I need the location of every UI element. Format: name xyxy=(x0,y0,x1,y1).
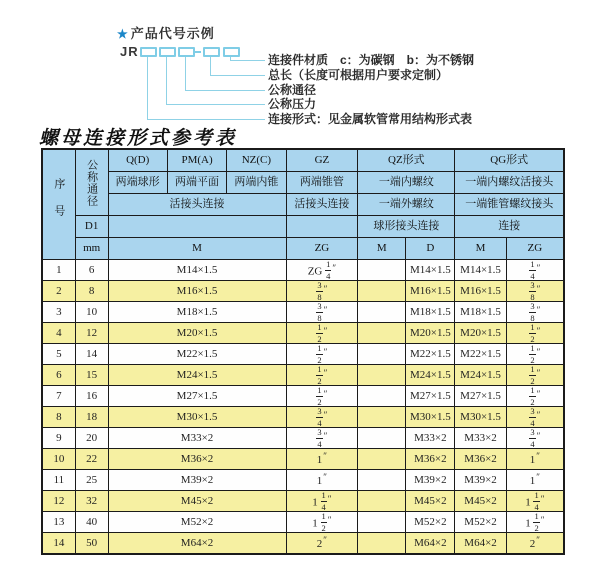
table-row xyxy=(43,470,564,491)
cell-qg-m: M36×2 xyxy=(455,449,506,470)
header-pm: PM(A) xyxy=(167,150,226,172)
table-row xyxy=(43,302,564,323)
cell-qg-zg: 1 $\frac{1}{4}$ ″ xyxy=(506,491,563,512)
table-row xyxy=(43,365,564,386)
cell-qz-d: M30×1.5 xyxy=(406,407,455,428)
cell-qz-m xyxy=(358,512,406,533)
cell-qz-d: M22×1.5 xyxy=(406,344,455,365)
header-nz-desc: 两端内锥 xyxy=(227,172,286,194)
cell-zg: ZG $\frac{1}{4}$ ″ xyxy=(286,260,358,281)
cell-qg-zg: $\frac{1}{2}$ ″ xyxy=(506,344,563,365)
cell-qg-zg: $\frac{1}{2}$ ″ xyxy=(506,365,563,386)
cell-qg-zg: $\frac{3}{8}$ ″ xyxy=(506,281,563,302)
table-row xyxy=(43,428,564,449)
cell-dn: 18 xyxy=(75,407,108,428)
header-pm-desc: 两端平面 xyxy=(167,172,226,194)
cell-seq: 10 xyxy=(43,449,76,470)
code-box xyxy=(223,47,240,57)
header-gz-desc: 两端锥管 xyxy=(286,172,358,194)
cell-qz-d: M14×1.5 xyxy=(406,260,455,281)
cell-seq: 8 xyxy=(43,407,76,428)
cell-dn: 8 xyxy=(75,281,108,302)
star-icon: ★ xyxy=(117,27,129,41)
cell-qz-d: M36×2 xyxy=(406,449,455,470)
cell-m: M45×2 xyxy=(108,491,286,512)
cell-zg: $\frac{3}{4}$ ″ xyxy=(286,428,358,449)
cell-qz-m xyxy=(358,302,406,323)
cell-dn: 14 xyxy=(75,344,108,365)
cell-m: M16×1.5 xyxy=(108,281,286,302)
cell-qz-d: M39×2 xyxy=(406,470,455,491)
header-blank-2 xyxy=(286,216,358,238)
cell-qg-zg: $\frac{1}{2}$ ″ xyxy=(506,386,563,407)
cell-qg-zg: $\frac{3}{4}$ ″ xyxy=(506,407,563,428)
cell-m: M36×2 xyxy=(108,449,286,470)
cell-m: M14×1.5 xyxy=(108,260,286,281)
diagram-title xyxy=(117,23,215,42)
header-gz: GZ xyxy=(286,150,358,172)
header-qg: QG形式 xyxy=(455,150,564,172)
code-box xyxy=(203,47,220,57)
nut-connection-table xyxy=(42,149,564,554)
table-row xyxy=(43,491,564,512)
cell-qz-m xyxy=(358,386,406,407)
cell-qz-m xyxy=(358,323,406,344)
connector-line xyxy=(147,119,265,120)
cell-dn: 22 xyxy=(75,449,108,470)
cell-qg-zg: 1″ xyxy=(506,470,563,491)
connector-line xyxy=(166,57,167,104)
cell-qg-m: M30×1.5 xyxy=(455,407,506,428)
cell-qg-m: M24×1.5 xyxy=(455,365,506,386)
cell-m: M52×2 xyxy=(108,512,286,533)
header-nz: NZ(C) xyxy=(227,150,286,172)
cell-zg: 1″ xyxy=(286,449,358,470)
connector-line xyxy=(147,57,148,119)
header-qg-zg: ZG xyxy=(506,238,563,260)
table-row xyxy=(43,386,564,407)
code-label-material: 连接件材质 c：为碳钢 b：为不锈钢 xyxy=(268,53,475,67)
cell-seq: 11 xyxy=(43,470,76,491)
header-qg-conn: 连接 xyxy=(455,216,564,238)
cell-qz-m xyxy=(358,344,406,365)
header-q-desc: 两端球形 xyxy=(108,172,167,194)
cell-dn: 16 xyxy=(75,386,108,407)
header-union-conn: 活接头连接 xyxy=(108,194,286,216)
cell-seq: 7 xyxy=(43,386,76,407)
header-mm: mm xyxy=(75,238,108,260)
cell-zg: $\frac{1}{2}$ ″ xyxy=(286,365,358,386)
cell-dn: 50 xyxy=(75,533,108,554)
code-box xyxy=(159,47,176,57)
header-qg-m: M xyxy=(455,238,506,260)
cell-seq: 14 xyxy=(43,533,76,554)
header-qz: QZ形式 xyxy=(358,150,455,172)
cell-m: M39×2 xyxy=(108,470,286,491)
cell-qg-m: M52×2 xyxy=(455,512,506,533)
code-box xyxy=(140,47,157,57)
header-qg-desc2: 一端锥管螺纹接头 xyxy=(455,194,564,216)
header-qz-desc2: 一端外螺纹 xyxy=(358,194,455,216)
cell-seq: 2 xyxy=(43,281,76,302)
cell-m: M22×1.5 xyxy=(108,344,286,365)
cell-dn: 32 xyxy=(75,491,108,512)
header-m: M xyxy=(108,238,286,260)
connector-line xyxy=(210,75,265,76)
cell-qg-m: M20×1.5 xyxy=(455,323,506,344)
cell-m: M24×1.5 xyxy=(108,365,286,386)
cell-m: M20×1.5 xyxy=(108,323,286,344)
cell-qz-m xyxy=(358,281,406,302)
cell-qg-m: M18×1.5 xyxy=(455,302,506,323)
cell-zg: 1 $\frac{1}{4}$ ″ xyxy=(286,491,358,512)
code-label-connection: 连接形式：见金属软管常用结构形式表 xyxy=(268,112,473,126)
cell-seq: 9 xyxy=(43,428,76,449)
cell-dn: 40 xyxy=(75,512,108,533)
cell-qz-d: M16×1.5 xyxy=(406,281,455,302)
cell-qz-d: M24×1.5 xyxy=(406,365,455,386)
table-row xyxy=(43,260,564,281)
cell-qg-m: M39×2 xyxy=(455,470,506,491)
header-qz-m: M xyxy=(358,238,406,260)
header-qg-desc1: 一端内螺纹活接头 xyxy=(455,172,564,194)
connector-line xyxy=(230,60,265,61)
cell-seq: 4 xyxy=(43,323,76,344)
table-row xyxy=(43,344,564,365)
cell-qg-zg: $\frac{3}{4}$ ″ xyxy=(506,428,563,449)
header-blank-1 xyxy=(108,216,286,238)
connector-line xyxy=(185,57,186,90)
code-box xyxy=(178,47,195,57)
connector-line xyxy=(210,57,211,75)
cell-qg-zg: $\frac{1}{2}$ ″ xyxy=(506,323,563,344)
cell-qz-d: M18×1.5 xyxy=(406,302,455,323)
cell-qz-m xyxy=(358,470,406,491)
cell-seq: 1 xyxy=(43,260,76,281)
cell-qz-d: M27×1.5 xyxy=(406,386,455,407)
table-row xyxy=(43,533,564,554)
cell-qz-d: M33×2 xyxy=(406,428,455,449)
cell-dn: 6 xyxy=(75,260,108,281)
cell-m: M27×1.5 xyxy=(108,386,286,407)
cell-zg: 2″ xyxy=(286,533,358,554)
cell-dn: 20 xyxy=(75,428,108,449)
table-row xyxy=(43,407,564,428)
cell-qz-m xyxy=(358,428,406,449)
header-q: Q(D) xyxy=(108,150,167,172)
cell-zg: $\frac{3}{8}$ ″ xyxy=(286,302,358,323)
header-d1: D1 xyxy=(75,216,108,238)
table-row xyxy=(43,281,564,302)
cell-zg: 1 $\frac{1}{2}$ ″ xyxy=(286,512,358,533)
cell-qz-d: M20×1.5 xyxy=(406,323,455,344)
header-gz-conn: 活接头连接 xyxy=(286,194,358,216)
cell-dn: 10 xyxy=(75,302,108,323)
cell-zg: $\frac{1}{2}$ ″ xyxy=(286,344,358,365)
cell-dn: 15 xyxy=(75,365,108,386)
cell-qg-m: M22×1.5 xyxy=(455,344,506,365)
cell-qz-m xyxy=(358,533,406,554)
cell-zg: $\frac{3}{8}$ ″ xyxy=(286,281,358,302)
cell-qz-m xyxy=(358,491,406,512)
code-label-length: 总长（长度可根据用户要求定制） xyxy=(268,68,449,82)
cell-qz-m xyxy=(358,260,406,281)
cell-qg-zg: 2″ xyxy=(506,533,563,554)
cell-dn: 25 xyxy=(75,470,108,491)
cell-qz-d: M52×2 xyxy=(406,512,455,533)
table-row xyxy=(43,323,564,344)
header-zg: ZG xyxy=(286,238,358,260)
cell-qg-zg: 1 $\frac{1}{2}$ ″ xyxy=(506,512,563,533)
cell-qg-m: M27×1.5 xyxy=(455,386,506,407)
connector-line xyxy=(185,90,265,91)
code-label-diameter: 公称通径 xyxy=(268,83,317,97)
cell-dn: 12 xyxy=(75,323,108,344)
cell-seq: 3 xyxy=(43,302,76,323)
header-seq: 序号 xyxy=(43,150,76,260)
cell-zg: 1″ xyxy=(286,470,358,491)
diagram-title-text: 产品代号示例 xyxy=(130,26,215,41)
cell-qg-m: M33×2 xyxy=(455,428,506,449)
cell-qg-zg: 1″ xyxy=(506,449,563,470)
cell-qg-zg: $\frac{1}{4}$ ″ xyxy=(506,260,563,281)
cell-qz-d: M64×2 xyxy=(406,533,455,554)
header-qz-d: D xyxy=(406,238,455,260)
header-qz-conn: 球形接头连接 xyxy=(358,216,455,238)
cell-qg-zg: $\frac{3}{8}$ ″ xyxy=(506,302,563,323)
cell-m: M33×2 xyxy=(108,428,286,449)
header-qz-desc1: 一端内螺纹 xyxy=(358,172,455,194)
cell-zg: $\frac{1}{2}$ ″ xyxy=(286,323,358,344)
code-label-pressure: 公称压力 xyxy=(268,97,317,111)
code-dash xyxy=(194,51,201,53)
cell-qz-d: M45×2 xyxy=(406,491,455,512)
cell-zg: $\frac{1}{2}$ ″ xyxy=(286,386,358,407)
cell-qg-m: M16×1.5 xyxy=(455,281,506,302)
table-title: 螺母连接形式参考表 xyxy=(39,127,238,149)
table-row xyxy=(43,512,564,533)
cell-m: M30×1.5 xyxy=(108,407,286,428)
cell-zg: $\frac{3}{4}$ ″ xyxy=(286,407,358,428)
product-code-prefix: JR xyxy=(120,44,139,59)
cell-qz-m xyxy=(358,407,406,428)
cell-m: M18×1.5 xyxy=(108,302,286,323)
cell-qz-m xyxy=(358,365,406,386)
cell-seq: 6 xyxy=(43,365,76,386)
cell-seq: 12 xyxy=(43,491,76,512)
cell-qg-m: M14×1.5 xyxy=(455,260,506,281)
header-dn: 公称通径 xyxy=(75,150,108,216)
cell-qz-m xyxy=(358,449,406,470)
cell-qg-m: M64×2 xyxy=(455,533,506,554)
cell-m: M64×2 xyxy=(108,533,286,554)
cell-seq: 13 xyxy=(43,512,76,533)
cell-seq: 5 xyxy=(43,344,76,365)
cell-qg-m: M45×2 xyxy=(455,491,506,512)
connector-line xyxy=(166,104,265,105)
table-row xyxy=(43,449,564,470)
